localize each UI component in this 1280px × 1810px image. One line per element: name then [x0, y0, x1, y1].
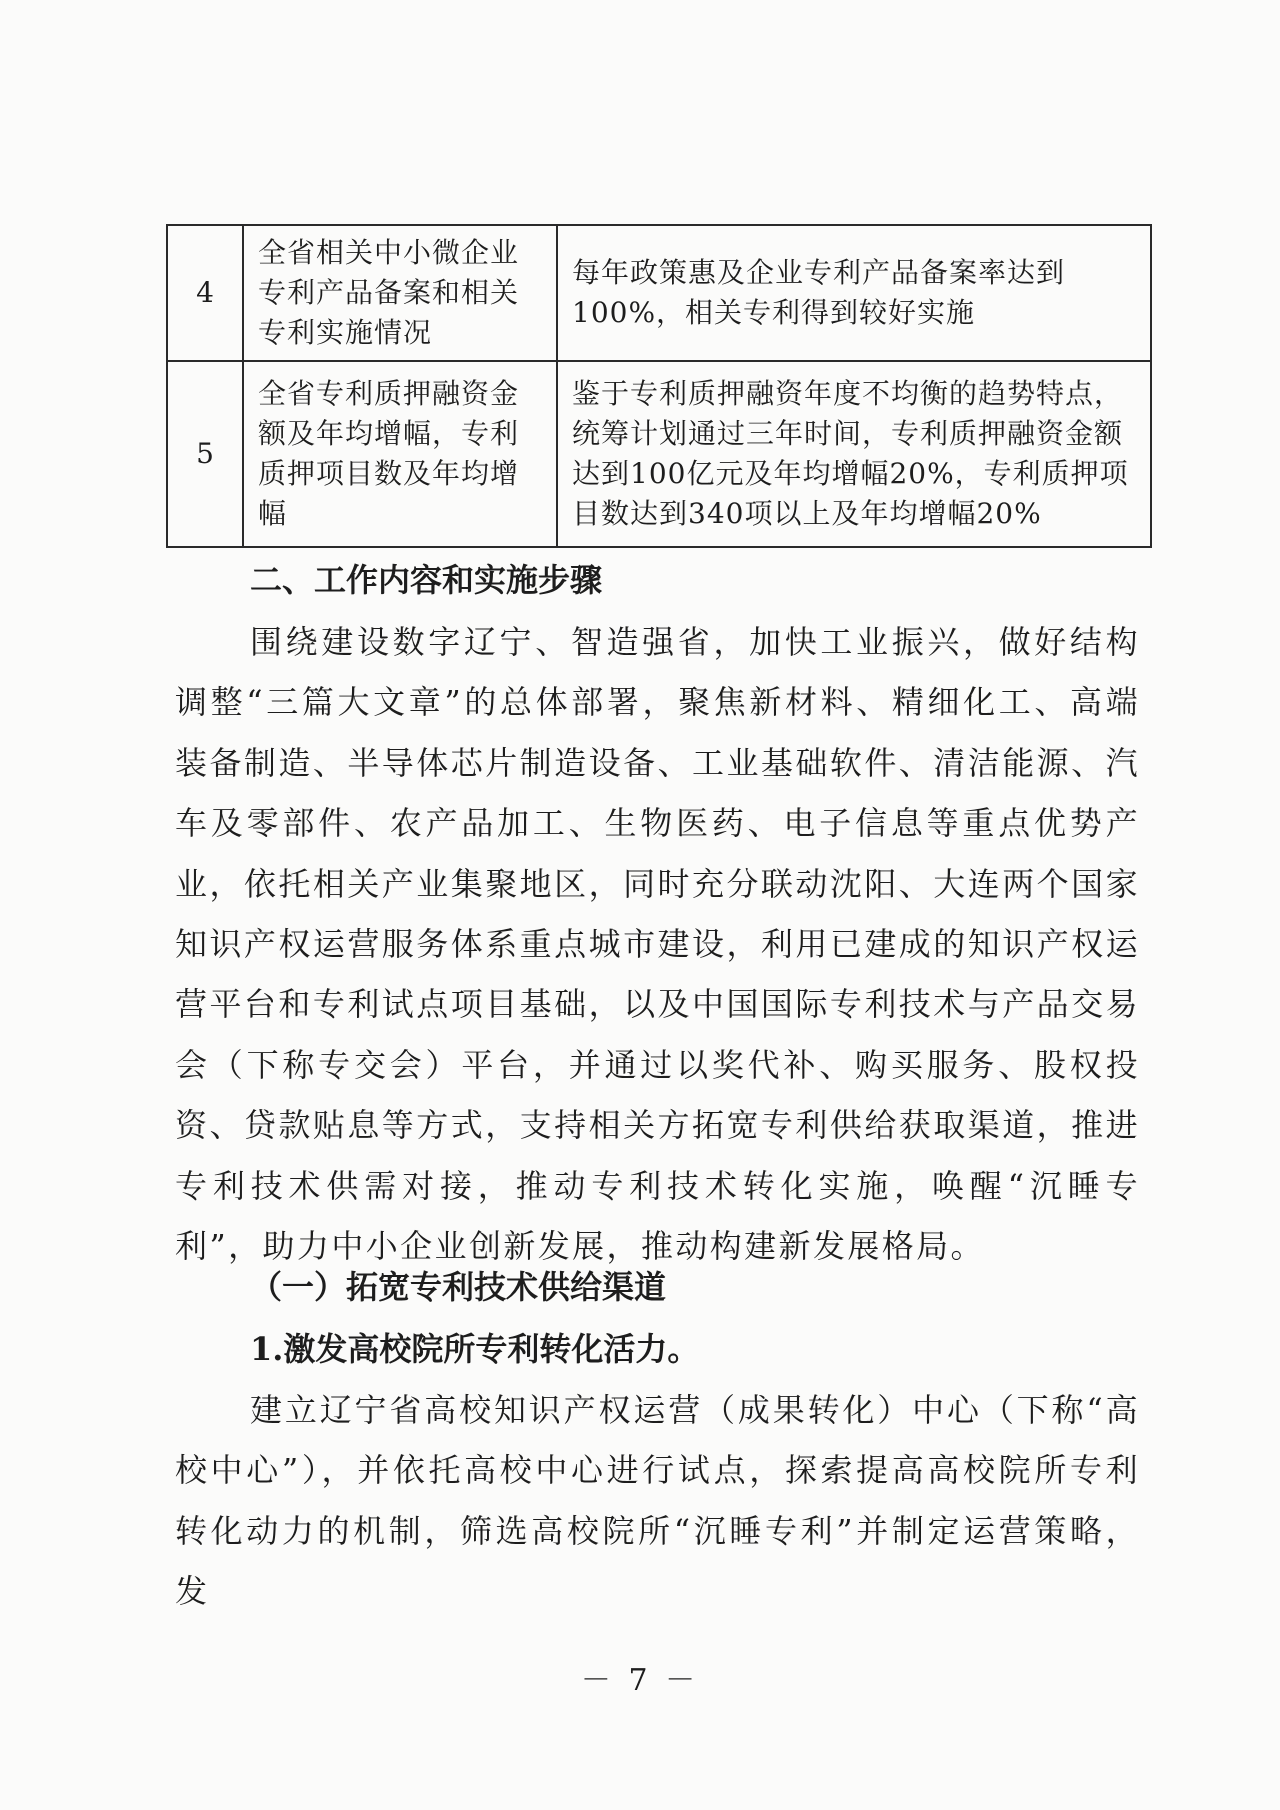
row-number: 5	[167, 361, 243, 547]
target-cell: 鉴于专利质押融资年度不均衡的趋势特点，统筹计划通过三年时间，专利质押融资金额达到100亿元及年均增幅20%，专利质押项目数达到340项以上及年均增幅20%	[557, 361, 1151, 547]
indicator-cell: 全省相关中小微企业专利产品备案和相关专利实施情况	[243, 225, 557, 361]
table-row	[167, 225, 1151, 361]
body-paragraph: 围绕建设数字辽宁、智造强省，加快工业振兴，做好结构调整“三篇大文章”的总体部署，聚焦新材料、精细化工、高端装备制造、半导体芯片制造设备、工业基础软件、清洁能源、汽车及零部件、农产品加工、生物医药、电子信息等重点优势产业，依托相关产业集聚地区，同时充分联动沈阳、大连两个国家知识产权运营服务体系重点城市建设，利用已建成的知识产权运营平台和专利试点项目基础，以及中国国际专利技术与产品交易会（下称专交会）平台，并通过以奖代补、购买服务、股权投资、贷款贴息等方式，支持相关方拓宽专利供给获取渠道，推进专利技术供需对接，推动专利技术转化实施，唤醒“沉睡专利”，助力中小企业创新发展，推动构建新发展格局。	[175, 623, 1140, 1266]
indicator-cell: 全省专利质押融资金额及年均增幅，专利质押项目数及年均增幅	[243, 361, 557, 547]
target-cell: 每年政策惠及企业专利产品备案率达到100%，相关专利得到较好实施	[557, 225, 1151, 361]
body-paragraph: 建立辽宁省高校知识产权运营（成果转化）中心（下称“高校中心”），并依托高校中心进行试点，探索提高高校院所专利转化动力的机制，筛选高校院所“沉睡专利”并制定运营策略，发	[175, 1391, 1140, 1611]
page-number: － 7 －	[580, 1663, 700, 1698]
section-heading: 二、工作内容和实施步骤	[250, 561, 603, 599]
subsection-heading: （一）拓宽专利技术供给渠道	[250, 1268, 667, 1306]
row-number: 4	[167, 225, 243, 361]
item-heading: 1.激发高校院所专利转化活力。	[250, 1330, 700, 1368]
indicator-table	[166, 224, 1152, 548]
table-row	[167, 361, 1151, 547]
